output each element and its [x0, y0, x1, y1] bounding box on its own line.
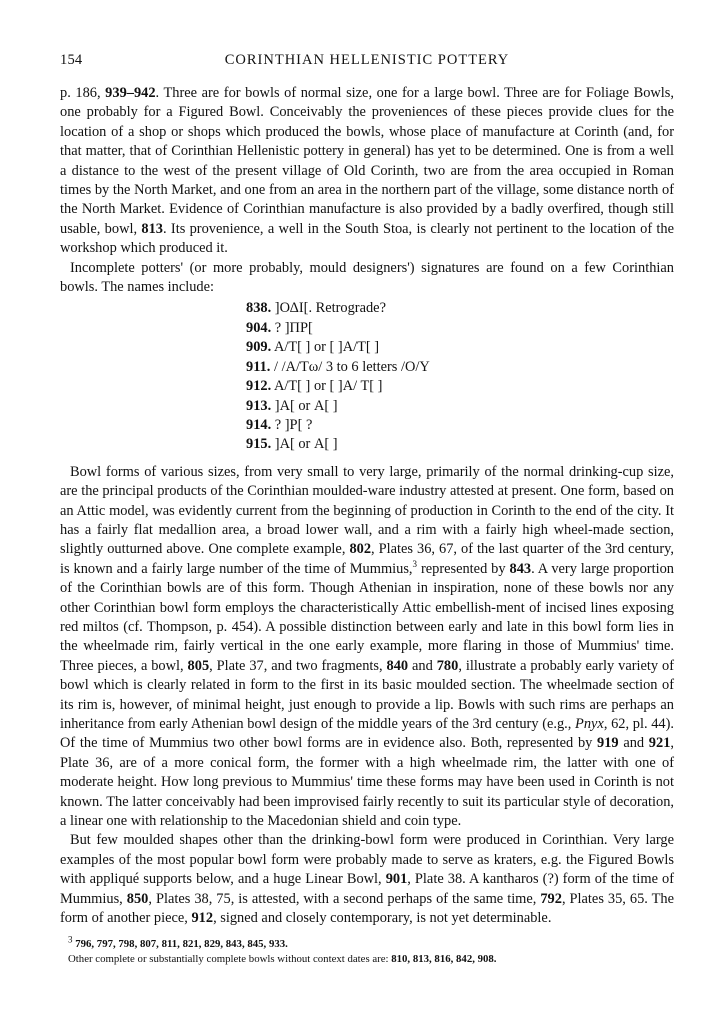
signature-text: ? ]ΠΡ[: [271, 319, 313, 336]
footnotes: [60, 934, 674, 967]
footnote-ref: 3: [412, 558, 418, 569]
catalog-number: 912: [191, 910, 214, 927]
signature-text: ? ]Ρ[ ?: [271, 416, 313, 433]
text-run: , Plate 36, are of a more conical form, the former with a high wheelmade rim, the latter with one of moderate height. How long previous to Mummius' time these forms may have been used in Corinth is not known. The latter conceivably had been improvised fairly recently to suit its particular style of decoration, a linear one with relationship to the Macedonian shield and coin type.: [60, 735, 674, 830]
text-run: , Plates 36, 67, of the last quarter of the 3rd century, is known and a fairly large number of the time of Mummius,: [60, 541, 674, 577]
text-run: . Its provenience, a well in the South Stoa, is clearly not pertinent to the location of the workshop which produced it.: [60, 220, 675, 257]
running-head: CORINTHIAN HELLENISTIC POTTERY: [224, 52, 510, 68]
catalog-number: 912.: [246, 378, 272, 395]
paragraph: [60, 831, 674, 928]
catalog-number: 813: [141, 220, 163, 237]
catalog-number: 780: [436, 657, 459, 674]
catalog-number: 911.: [246, 358, 271, 375]
catalog-number: 939–942: [105, 85, 156, 101]
signature-row: [246, 435, 674, 454]
paragraph: [60, 84, 674, 259]
signature-list: [246, 299, 674, 454]
catalog-number: 838.: [246, 300, 272, 317]
catalog-number: 792: [540, 890, 562, 907]
text-run: , illustrate a probably early variety of bowl which is clearly related in form to the first in its basic moulded section. The wheelmade section of its rim is, however, of minimal height, just enough to provide a lip. Bowls with such rims are perhaps an inheritance from early Athenian bowl design of the middle years of the 3rd century (e.g.,: [60, 657, 675, 732]
signature-text: ]ΟΔΙ[. Retrograde?: [271, 300, 386, 317]
signature-text: Α/Τ[ ] or [ ]Α/Τ[ ]: [271, 339, 380, 356]
citation-title: Pnyx: [575, 716, 604, 732]
signature-row: [246, 397, 674, 416]
signature-row: [246, 416, 674, 435]
body-text: [60, 84, 674, 928]
text-run: Bowl forms of various sizes, from very small to very large, primarily of the normal drinking-cup size, are the principal products of the Corinthian moulded-ware industry attested at present. One form, based on an Attic model, was evidently current from the beginning of production in Corinth to the end of the city. It has a fairly flat medallion area, a broad lower wall, and a rim with a fairly high wheel-made section, slightly outturned above. One complete example,: [60, 463, 674, 558]
text-run: , Plates 38, 75, is attested, with a second perhaps of the same time,: [148, 890, 541, 907]
text-run: . A very large proportion of the Corinthian bowls are of this form. Though Athenian in inspiration, none of these bowls nor any other Corinthian bowl form employs the characteristically Attic embellish-ment of incised lines exposing red miltos (cf. Thompson, p. 454). A possible distinction between early and late in this bowl form lies in the wheelmade rim, fairly vertical in the one early example, more flaring in those of Mummius' time. Three pieces, a bowl,: [60, 560, 674, 674]
text-run: , Plates 35, 65. The form of another piece,: [60, 890, 674, 927]
paragraph: [60, 463, 674, 832]
footnote-numbers: 810, 813, 816, 842, 908.: [391, 953, 497, 965]
catalog-number: 913.: [246, 397, 272, 414]
text-run: Incomplete potters' (or more probably, mould designers') signatures are found on a few Corinthian bowls. The names include:: [60, 259, 674, 296]
text-run: and: [618, 735, 649, 752]
footnote-text: 796, 797, 798, 807, 811, 821, 829, 843, 845, 933.: [72, 938, 288, 950]
text-run: , Plate 37, and two fragments,: [209, 657, 387, 674]
signature-text: Α/Τ[ ] or [ ]Α/ Τ[ ]: [271, 378, 383, 395]
text-run: . Three are for bowls of normal size, one for a large bowl. Three are for Foliage Bowls, one probably for a Figured Bowl. Conceivably the proveniences of these pieces provide clues for the location of a shop or shops which produced the bowls, whose place of manufacture at Corinth (and, for that matter, that of Corinthian Hellenistic pottery in general) has yet to be determined. One is from a well a distance to the west of the present village of Old Corinth, two are from the area occupied in Roman times by the North Market, and one from an area in the northern part of the village, some distance north of the North Market. Evidence of Corinthian manufacture is also provided by a badly overfired, though still usable, bowl,: [60, 85, 674, 237]
catalog-number: 843: [509, 560, 532, 577]
footnote-text: Other complete or substantially complete bowls without context dates are:: [68, 953, 392, 965]
signature-row: [246, 358, 674, 377]
catalog-number: 805: [187, 657, 210, 674]
catalog-number: 904.: [246, 319, 272, 336]
text-run: , 62, pl. 44). Of the time of Mummius two other bowl forms are in evidence also. Both, represented by: [60, 716, 674, 752]
page-header: [60, 52, 674, 72]
catalog-number: 921: [648, 735, 671, 752]
paragraph: [60, 259, 674, 298]
signature-row: [246, 319, 674, 338]
catalog-number: 840: [386, 657, 409, 674]
signature-row: [246, 377, 674, 396]
text-run: represented by: [417, 560, 510, 577]
signature-text: / /Α/Τω/ 3 to 6 letters /Ο/Υ: [270, 358, 430, 375]
text-run: p. 186,: [60, 85, 106, 101]
catalog-number: 850: [126, 890, 149, 907]
signature-text: ]Α[ or Α[ ]: [271, 436, 338, 453]
text-run: , signed and closely contemporary, is not yet determinable.: [213, 910, 552, 927]
text-run: But few moulded shapes other than the drinking-bowl form were produced in Corinthian. Very large examples of the most popular bowl form were probably made to serve as kraters, e.g. the Figured Bowls with appliqué supports below, and a huge Linear Bowl,: [60, 832, 674, 888]
catalog-number: 909.: [246, 339, 272, 356]
catalog-number: 915.: [246, 436, 272, 453]
text-run: , Plate 38. A kantharos (?) form of the time of Mummius,: [60, 871, 674, 907]
page-number: 154: [60, 52, 83, 68]
catalog-number: 901: [385, 871, 408, 888]
catalog-number: 802: [349, 541, 372, 558]
footnote: [60, 934, 674, 952]
catalog-number: 914.: [246, 416, 272, 433]
footnote: [60, 952, 674, 967]
signature-row: [246, 299, 674, 318]
page: [60, 52, 674, 928]
catalog-number: 919: [597, 735, 619, 752]
text-run: and: [408, 657, 437, 674]
footnote-marker: 3: [68, 934, 73, 945]
signature-text: ]Α[ or Α[ ]: [271, 397, 338, 414]
signature-row: [246, 338, 674, 357]
